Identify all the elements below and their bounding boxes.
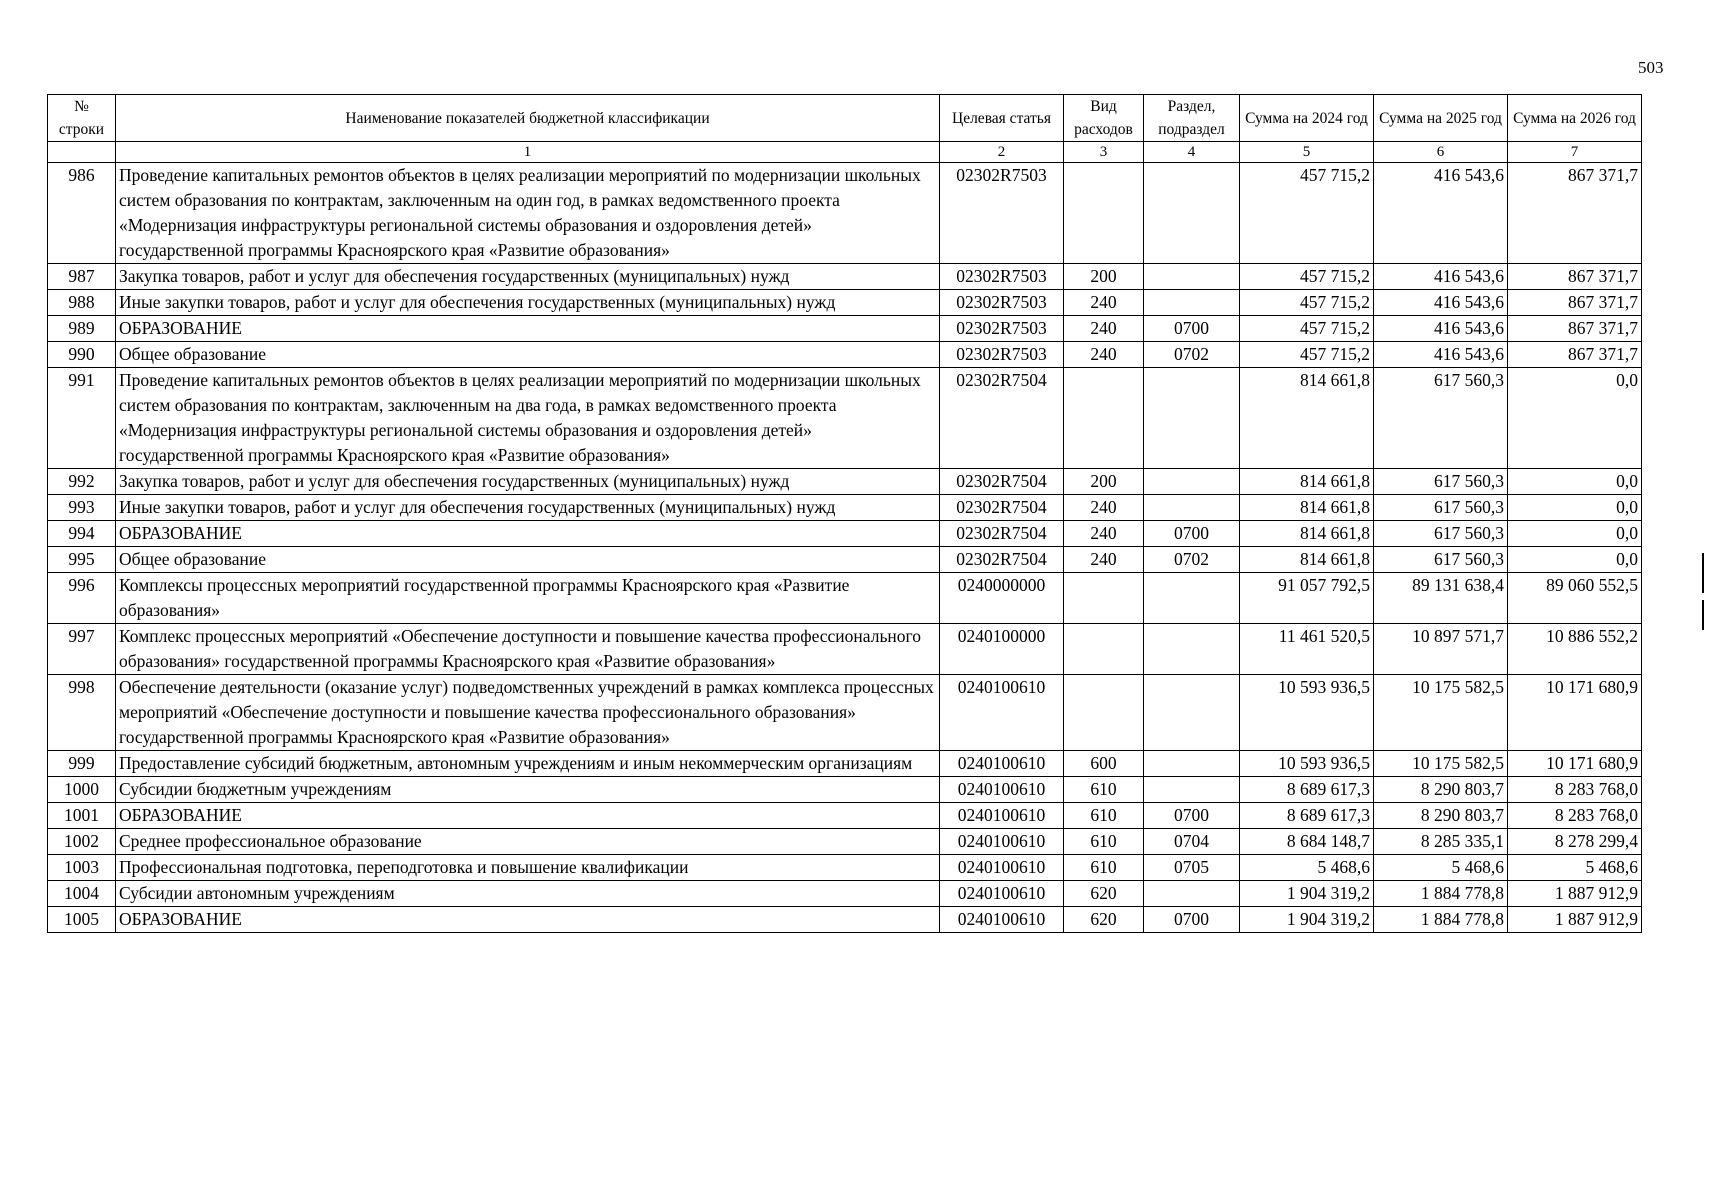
- row-sum-2025: 617 560,3: [1374, 547, 1508, 573]
- row-section: 0700: [1144, 907, 1240, 933]
- row-sum-2024: 457 715,2: [1240, 316, 1374, 342]
- row-target-article: 02302R7503: [940, 290, 1064, 316]
- table-row: [48, 316, 1642, 342]
- row-sum-2026: 10 171 680,9: [1508, 751, 1642, 777]
- row-name: Проведение капитальных ремонтов объектов в целях реализации мероприятий по модернизации школьных систем образования по контрактам, заключенным на один год, в рамках ведомственного проекта «Модернизация инфраструктуры региональной системы образования и оздоровления детей» государственной программы Красноярского края «Развитие образования»: [116, 163, 940, 264]
- row-sum-2026: 867 371,7: [1508, 342, 1642, 368]
- row-sum-2024: 457 715,2: [1240, 290, 1374, 316]
- row-number: 999: [48, 751, 116, 777]
- row-sum-2024: 11 461 520,5: [1240, 624, 1374, 675]
- row-sum-2024: 814 661,8: [1240, 495, 1374, 521]
- header-sum-2026: Сумма на 2026 год: [1508, 95, 1642, 142]
- row-target-article: 0240100610: [940, 675, 1064, 751]
- row-number: 991: [48, 368, 116, 469]
- table-row: [48, 547, 1642, 573]
- row-sum-2026: 10 171 680,9: [1508, 675, 1642, 751]
- row-name: Субсидии автономным учреждениям: [116, 881, 940, 907]
- table-row: [48, 342, 1642, 368]
- row-sum-2024: 10 593 936,5: [1240, 751, 1374, 777]
- row-name: Иные закупки товаров, работ и услуг для обеспечения государственных (муниципальных) нужд: [116, 290, 940, 316]
- column-number: 7: [1508, 142, 1642, 163]
- row-sum-2026: 1 887 912,9: [1508, 907, 1642, 933]
- row-number: 997: [48, 624, 116, 675]
- table-body: [48, 163, 1642, 933]
- row-number: 992: [48, 469, 116, 495]
- header-article: Целевая статья: [940, 95, 1064, 142]
- table-row: [48, 469, 1642, 495]
- row-name: Предоставление субсидий бюджетным, автономным учреждениям и иным некоммерческим организациям: [116, 751, 940, 777]
- row-section: 0700: [1144, 316, 1240, 342]
- table-row: [48, 803, 1642, 829]
- row-sum-2024: 457 715,2: [1240, 342, 1374, 368]
- row-sum-2026: 867 371,7: [1508, 264, 1642, 290]
- row-expense-type: 610: [1064, 829, 1144, 855]
- table-row: [48, 675, 1642, 751]
- row-name: Закупка товаров, работ и услуг для обеспечения государственных (муниципальных) нужд: [116, 469, 940, 495]
- row-sum-2024: 1 904 319,2: [1240, 907, 1374, 933]
- row-sum-2025: 416 543,6: [1374, 264, 1508, 290]
- row-name: Субсидии бюджетным учреждениям: [116, 777, 940, 803]
- row-sum-2025: 89 131 638,4: [1374, 573, 1508, 624]
- row-number: 1002: [48, 829, 116, 855]
- row-number: 996: [48, 573, 116, 624]
- row-sum-2026: 867 371,7: [1508, 290, 1642, 316]
- row-expense-type: [1064, 368, 1144, 469]
- row-sum-2024: 457 715,2: [1240, 264, 1374, 290]
- row-number: 994: [48, 521, 116, 547]
- row-number: 988: [48, 290, 116, 316]
- row-sum-2025: 416 543,6: [1374, 342, 1508, 368]
- row-number: 989: [48, 316, 116, 342]
- table-row: [48, 881, 1642, 907]
- row-expense-type: 240: [1064, 547, 1144, 573]
- row-target-article: 02302R7504: [940, 368, 1064, 469]
- row-expense-type: 240: [1064, 495, 1144, 521]
- row-number: 1001: [48, 803, 116, 829]
- row-sum-2026: 10 886 552,2: [1508, 624, 1642, 675]
- row-sum-2026: 8 278 299,4: [1508, 829, 1642, 855]
- row-sum-2026: 867 371,7: [1508, 316, 1642, 342]
- row-section: [1144, 163, 1240, 264]
- scan-mark: [1702, 553, 1704, 593]
- header-name: Наименование показателей бюджетной классификации: [116, 95, 940, 142]
- row-sum-2025: 10 897 571,7: [1374, 624, 1508, 675]
- row-sum-2025: 5 468,6: [1374, 855, 1508, 881]
- row-section: [1144, 573, 1240, 624]
- budget-table: [47, 94, 1642, 933]
- row-section: [1144, 264, 1240, 290]
- header-sum-2024: Сумма на 2024 год: [1240, 95, 1374, 142]
- row-sum-2025: 8 285 335,1: [1374, 829, 1508, 855]
- row-section: [1144, 495, 1240, 521]
- row-target-article: 02302R7503: [940, 163, 1064, 264]
- row-sum-2024: 8 689 617,3: [1240, 777, 1374, 803]
- row-sum-2026: 0,0: [1508, 547, 1642, 573]
- column-number: 5: [1240, 142, 1374, 163]
- row-number: 995: [48, 547, 116, 573]
- row-sum-2024: 1 904 319,2: [1240, 881, 1374, 907]
- row-sum-2025: 8 290 803,7: [1374, 777, 1508, 803]
- row-name: ОБРАЗОВАНИЕ: [116, 907, 940, 933]
- page-number: 503: [1638, 58, 1664, 77]
- row-sum-2026: 0,0: [1508, 469, 1642, 495]
- row-target-article: 02302R7503: [940, 342, 1064, 368]
- row-number: 987: [48, 264, 116, 290]
- row-sum-2024: 814 661,8: [1240, 368, 1374, 469]
- row-name: Профессиональная подготовка, переподготовка и повышение квалификации: [116, 855, 940, 881]
- table-row: [48, 829, 1642, 855]
- row-name: Закупка товаров, работ и услуг для обеспечения государственных (муниципальных) нужд: [116, 264, 940, 290]
- row-expense-type: 240: [1064, 290, 1144, 316]
- table-row: [48, 495, 1642, 521]
- row-sum-2024: 814 661,8: [1240, 547, 1374, 573]
- row-expense-type: 620: [1064, 907, 1144, 933]
- row-name: Общее образование: [116, 547, 940, 573]
- row-sum-2024: 814 661,8: [1240, 521, 1374, 547]
- row-target-article: 02302R7504: [940, 469, 1064, 495]
- row-section: 0700: [1144, 521, 1240, 547]
- row-target-article: 02302R7504: [940, 495, 1064, 521]
- row-name: ОБРАЗОВАНИЕ: [116, 316, 940, 342]
- row-sum-2024: 10 593 936,5: [1240, 675, 1374, 751]
- row-number: 990: [48, 342, 116, 368]
- table-row: [48, 290, 1642, 316]
- row-sum-2025: 416 543,6: [1374, 163, 1508, 264]
- row-section: 0700: [1144, 803, 1240, 829]
- table-row: [48, 777, 1642, 803]
- row-expense-type: 610: [1064, 777, 1144, 803]
- row-sum-2026: 1 887 912,9: [1508, 881, 1642, 907]
- column-number: 3: [1064, 142, 1144, 163]
- row-sum-2024: 814 661,8: [1240, 469, 1374, 495]
- row-target-article: 0240100610: [940, 855, 1064, 881]
- row-target-article: 02302R7504: [940, 521, 1064, 547]
- table-row: [48, 264, 1642, 290]
- row-expense-type: 240: [1064, 316, 1144, 342]
- row-section: [1144, 675, 1240, 751]
- row-section: [1144, 469, 1240, 495]
- row-name: Комплекс процессных мероприятий «Обеспечение доступности и повышение качества профессионального образования» государственной программы Красноярского края «Развитие образования»: [116, 624, 940, 675]
- header-row-no: № строки: [48, 95, 116, 142]
- row-name: Общее образование: [116, 342, 940, 368]
- row-section: 0704: [1144, 829, 1240, 855]
- table-row: [48, 751, 1642, 777]
- row-expense-type: [1064, 163, 1144, 264]
- row-section: [1144, 777, 1240, 803]
- row-number: 998: [48, 675, 116, 751]
- row-sum-2024: 5 468,6: [1240, 855, 1374, 881]
- row-sum-2026: 0,0: [1508, 521, 1642, 547]
- row-name: ОБРАЗОВАНИЕ: [116, 521, 940, 547]
- row-target-article: 0240100610: [940, 751, 1064, 777]
- table-row: [48, 624, 1642, 675]
- row-section: 0702: [1144, 547, 1240, 573]
- row-target-article: 0240100610: [940, 907, 1064, 933]
- row-section: [1144, 290, 1240, 316]
- row-section: [1144, 881, 1240, 907]
- row-target-article: 02302R7503: [940, 316, 1064, 342]
- row-name: Комплексы процессных мероприятий государственной программы Красноярского края «Развитие образования»: [116, 573, 940, 624]
- row-target-article: 0240100610: [940, 777, 1064, 803]
- row-sum-2026: 89 060 552,5: [1508, 573, 1642, 624]
- row-expense-type: 610: [1064, 855, 1144, 881]
- row-sum-2025: 416 543,6: [1374, 316, 1508, 342]
- row-sum-2026: 0,0: [1508, 368, 1642, 469]
- table-header: [48, 95, 1642, 163]
- row-sum-2025: 617 560,3: [1374, 521, 1508, 547]
- row-number: 1005: [48, 907, 116, 933]
- row-target-article: 02302R7504: [940, 547, 1064, 573]
- row-expense-type: 240: [1064, 521, 1144, 547]
- row-expense-type: [1064, 573, 1144, 624]
- row-expense-type: [1064, 624, 1144, 675]
- row-sum-2024: 8 684 148,7: [1240, 829, 1374, 855]
- row-sum-2025: 617 560,3: [1374, 469, 1508, 495]
- column-number: 1: [116, 142, 940, 163]
- row-sum-2025: 1 884 778,8: [1374, 881, 1508, 907]
- table-row: [48, 855, 1642, 881]
- row-sum-2025: 617 560,3: [1374, 495, 1508, 521]
- column-number: 2: [940, 142, 1064, 163]
- row-expense-type: 620: [1064, 881, 1144, 907]
- row-sum-2024: 457 715,2: [1240, 163, 1374, 264]
- row-target-article: 0240100610: [940, 803, 1064, 829]
- table-row: [48, 907, 1642, 933]
- row-section: [1144, 624, 1240, 675]
- table-row: [48, 368, 1642, 469]
- row-section: 0705: [1144, 855, 1240, 881]
- row-sum-2025: 10 175 582,5: [1374, 675, 1508, 751]
- scan-mark: [1702, 600, 1704, 630]
- row-sum-2026: 8 283 768,0: [1508, 803, 1642, 829]
- row-expense-type: 240: [1064, 342, 1144, 368]
- column-number-blank: [48, 142, 116, 163]
- row-target-article: 02302R7503: [940, 264, 1064, 290]
- row-name: Среднее профессиональное образование: [116, 829, 940, 855]
- row-sum-2025: 10 175 582,5: [1374, 751, 1508, 777]
- row-sum-2025: 416 543,6: [1374, 290, 1508, 316]
- column-number: 6: [1374, 142, 1508, 163]
- row-sum-2026: 5 468,6: [1508, 855, 1642, 881]
- row-target-article: 0240000000: [940, 573, 1064, 624]
- row-section: [1144, 368, 1240, 469]
- row-name: Иные закупки товаров, работ и услуг для обеспечения государственных (муниципальных) нужд: [116, 495, 940, 521]
- row-expense-type: [1064, 675, 1144, 751]
- row-expense-type: 200: [1064, 264, 1144, 290]
- row-sum-2026: 867 371,7: [1508, 163, 1642, 264]
- row-sum-2025: 8 290 803,7: [1374, 803, 1508, 829]
- row-expense-type: 200: [1064, 469, 1144, 495]
- table-row: [48, 573, 1642, 624]
- row-number: 986: [48, 163, 116, 264]
- row-number: 1000: [48, 777, 116, 803]
- row-name: ОБРАЗОВАНИЕ: [116, 803, 940, 829]
- row-name: Обеспечение деятельности (оказание услуг) подведомственных учреждений в рамках комплекса процессных мероприятий «Обеспечение доступности и повышение качества профессионального образования» государственной программы Красноярского края «Развитие образования»: [116, 675, 940, 751]
- row-name: Проведение капитальных ремонтов объектов в целях реализации мероприятий по модернизации школьных систем образования по контрактам, заключенным на два года, в рамках ведомственного проекта «Модернизация инфраструктуры региональной системы образования и оздоровления детей» государственной программы Красноярского края «Развитие образования»: [116, 368, 940, 469]
- row-section: 0702: [1144, 342, 1240, 368]
- row-sum-2024: 91 057 792,5: [1240, 573, 1374, 624]
- row-sum-2025: 1 884 778,8: [1374, 907, 1508, 933]
- header-vid: Вид расходов: [1064, 95, 1144, 142]
- row-expense-type: 610: [1064, 803, 1144, 829]
- header-sum-2025: Сумма на 2025 год: [1374, 95, 1508, 142]
- row-number: 1003: [48, 855, 116, 881]
- table-row: [48, 521, 1642, 547]
- row-sum-2025: 617 560,3: [1374, 368, 1508, 469]
- row-target-article: 0240100000: [940, 624, 1064, 675]
- row-sum-2026: 0,0: [1508, 495, 1642, 521]
- column-number: 4: [1144, 142, 1240, 163]
- row-sum-2026: 8 283 768,0: [1508, 777, 1642, 803]
- row-target-article: 0240100610: [940, 881, 1064, 907]
- row-expense-type: 600: [1064, 751, 1144, 777]
- row-number: 993: [48, 495, 116, 521]
- header-section: Раздел, подраздел: [1144, 95, 1240, 142]
- row-section: [1144, 751, 1240, 777]
- row-sum-2024: 8 689 617,3: [1240, 803, 1374, 829]
- row-target-article: 0240100610: [940, 829, 1064, 855]
- table-row: [48, 163, 1642, 264]
- row-number: 1004: [48, 881, 116, 907]
